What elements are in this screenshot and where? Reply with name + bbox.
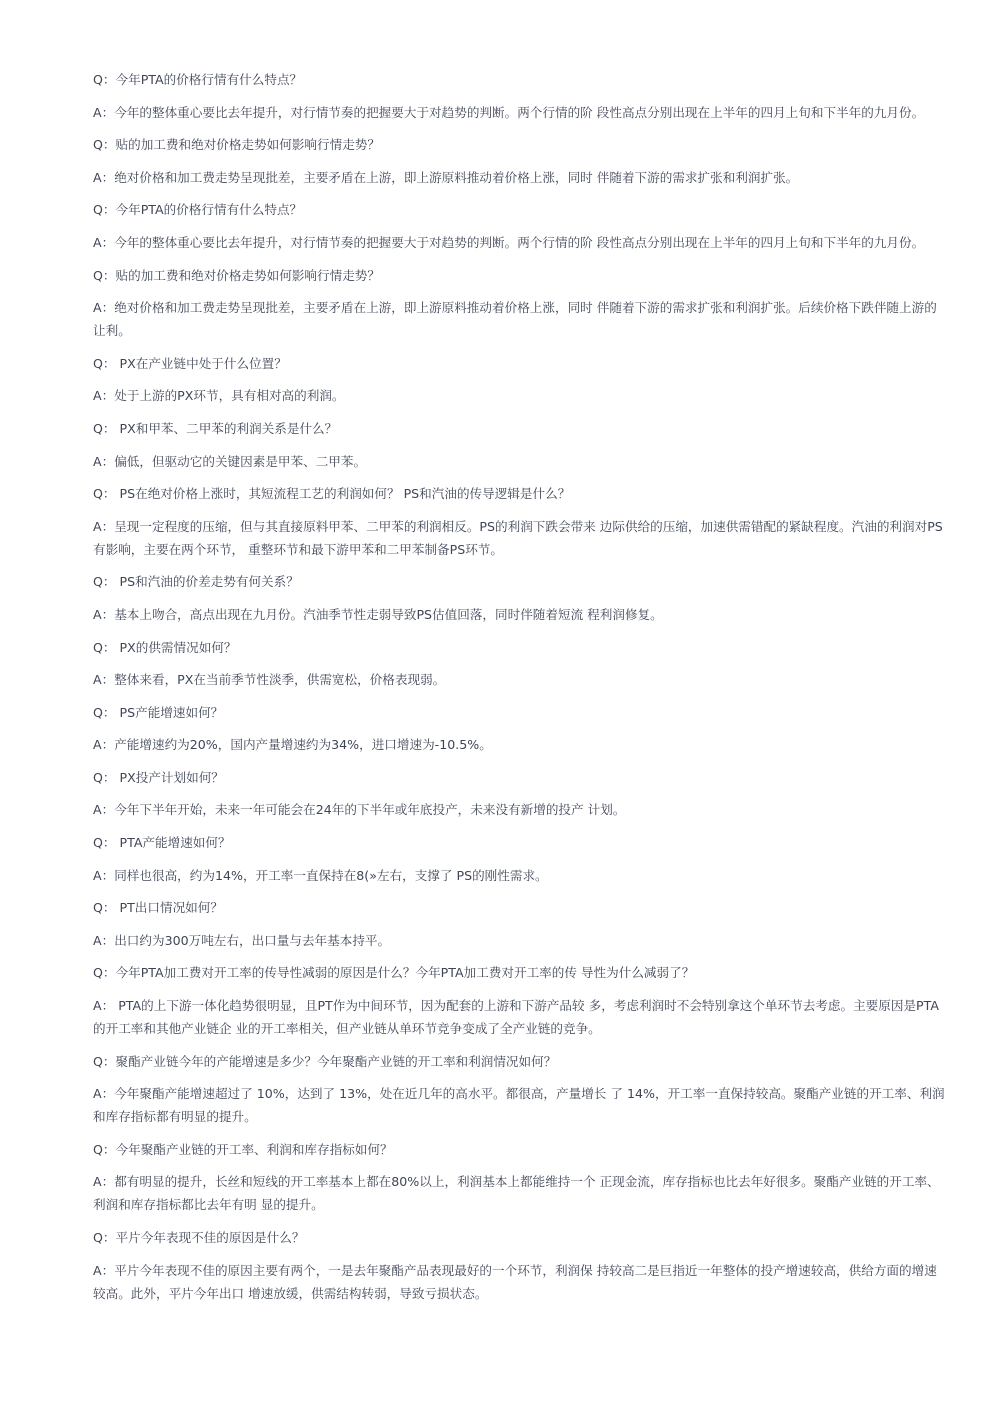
question: Q：今年聚酯产业链的开工率、利润和库存指标如何？ [93, 1141, 393, 1157]
answer: A：今年下半年开始，未来一年可能会在24年的下半年或年底投产，未来没有新增的投产 计划。 [93, 802, 626, 818]
question: Q：今年PTA的价格行情有什么特点？ [93, 72, 303, 87]
document-body [93, 68, 945, 1314]
question: Q： PX在产业链中处于什么位置？ [93, 355, 287, 371]
answer: A：出口约为300万吨左右，出口量与去年基本持平。 [93, 932, 391, 948]
question: Q： PTA产能增速如何？ [93, 835, 231, 851]
question: Q： PX投产计划如何？ [93, 769, 224, 785]
question: Q：聚酯产业链今年的产能增速是多少？今年聚酯产业链的开工率和利润情况如何？ [93, 1053, 557, 1069]
question: Q：今年PTA的价格行情有什么特点？ [93, 202, 303, 218]
question: Q：贴的加工费和绝对价格走势如何影响行情走势？ [93, 267, 380, 283]
answer: A：今年的整体重心要比去年提升，对行情节奏的把握要大于对趋势的判断。两个行情的阶 段性高点分别出现在上半年的四月上旬和下半年的九月份。 [93, 104, 925, 120]
question: Q： PS产能增速如何？ [93, 704, 224, 720]
question: Q：平片今年表现不佳的原因是什么？ [93, 1230, 305, 1245]
answer: A：平片今年表现不佳的原因主要有两个，一是去年聚酯产品表现最好的一个环节，利润保 持较高二是巨指近一年整体的投产增速较高，供给方面的增速较高。此外，平片今年出口 增速放缓，供需结构转弱，导致亏损状态。 [93, 1262, 937, 1301]
answer: A：产能增速约为20%，国内产量增速约为34%，进口增速为-10.5%。 [93, 737, 492, 753]
answer: A：整体来看，PX在当前季节性淡季，供需宽松，价格表现弱。 [93, 672, 446, 688]
answer: A：同样也很高，约为14%，开工率一直保持在8(»左右，支撑了 PS的刚性需求。 [93, 867, 548, 883]
answer: A：绝对价格和加工费走势呈现批差，主要矛盾在上游，即上游原料推动着价格上涨，同时 伴随着下游的需求扩张和利润扩张。后续价格下跌伴随上游的让利。 [93, 300, 937, 339]
answer: A：处于上游的PX环节，具有相对高的利润。 [93, 388, 345, 404]
answer: A：基本上吻合，高点出现在九月份。汽油季节性走弱导致PS估值回落，同时伴随着短流 程利润修复。 [93, 606, 663, 622]
answer: A：今年聚酯产能增速超过了 10%，达到了 13%，处在近几年的高水平。都很高，产量增长 了 14%，开工率一直保持较高。聚酯产业链的开工率、利润和库存指标都有明显的提升。 [93, 1086, 945, 1125]
question: Q： PX的供需情况如何？ [93, 639, 237, 655]
answer: A：偏低，但驱动它的关键因素是甲苯、二甲苯。 [93, 453, 367, 469]
question: Q：今年PTA加工费对开工率的传导性减弱的原因是什么？今年PTA加工费对开工率的传 导性为什么减弱了？ [93, 965, 695, 981]
answer: A： PTA的上下游一体化趋势很明显，且PT作为中间环节，因为配套的上游和下游产品较 多，考虑利润时不会特别拿这个单环节去考虑。主要原因是PTA的开工率和其他产业链企 业的开工率相关，但产业链从单环节竞争变成了全产业链的竞争。 [93, 998, 939, 1037]
question: Q： PS在绝对价格上涨时，其短流程工艺的利润如何？ PS和汽油的传导逻辑是什么？ [93, 486, 571, 502]
question: Q：贴的加工费和绝对价格走势如何影响行情走势？ [93, 137, 380, 153]
answer: A：今年的整体重心要比去年提升，对行情节奏的把握要大于对趋势的判断。两个行情的阶 段性高点分别出现在上半年的四月上旬和下半年的九月份。 [93, 234, 925, 250]
question: Q： PX和甲苯、二甲苯的利润关系是什么？ [93, 420, 338, 436]
answer: A：都有明显的提升，长丝和短线的开工率基本上都在80%以上，利润基本上都能维持一个 正现金流，库存指标也比去年好很多。聚酯产业链的开工率、利润和库存指标都比去年有明 显的提升。 [93, 1174, 940, 1213]
answer: A：呈现一定程度的压缩，但与其直接原料甲苯、二甲苯的利润相反。PS的利润下跌会带来 边际供给的压缩，加速供需错配的紧缺程度。汽油的利润对PS有影响，主要在两个环节， 重整环节和最下游甲苯和二甲苯制备PS环节。 [93, 518, 943, 557]
question: Q： PS和汽油的价差走势有何关系？ [93, 574, 299, 590]
answer: A：绝对价格和加工费走势呈现批差，主要矛盾在上游，即上游原料推动着价格上涨，同时 伴随着下游的需求扩张和利润扩张。 [93, 169, 799, 185]
question: Q： PT出口情况如何？ [93, 900, 223, 916]
